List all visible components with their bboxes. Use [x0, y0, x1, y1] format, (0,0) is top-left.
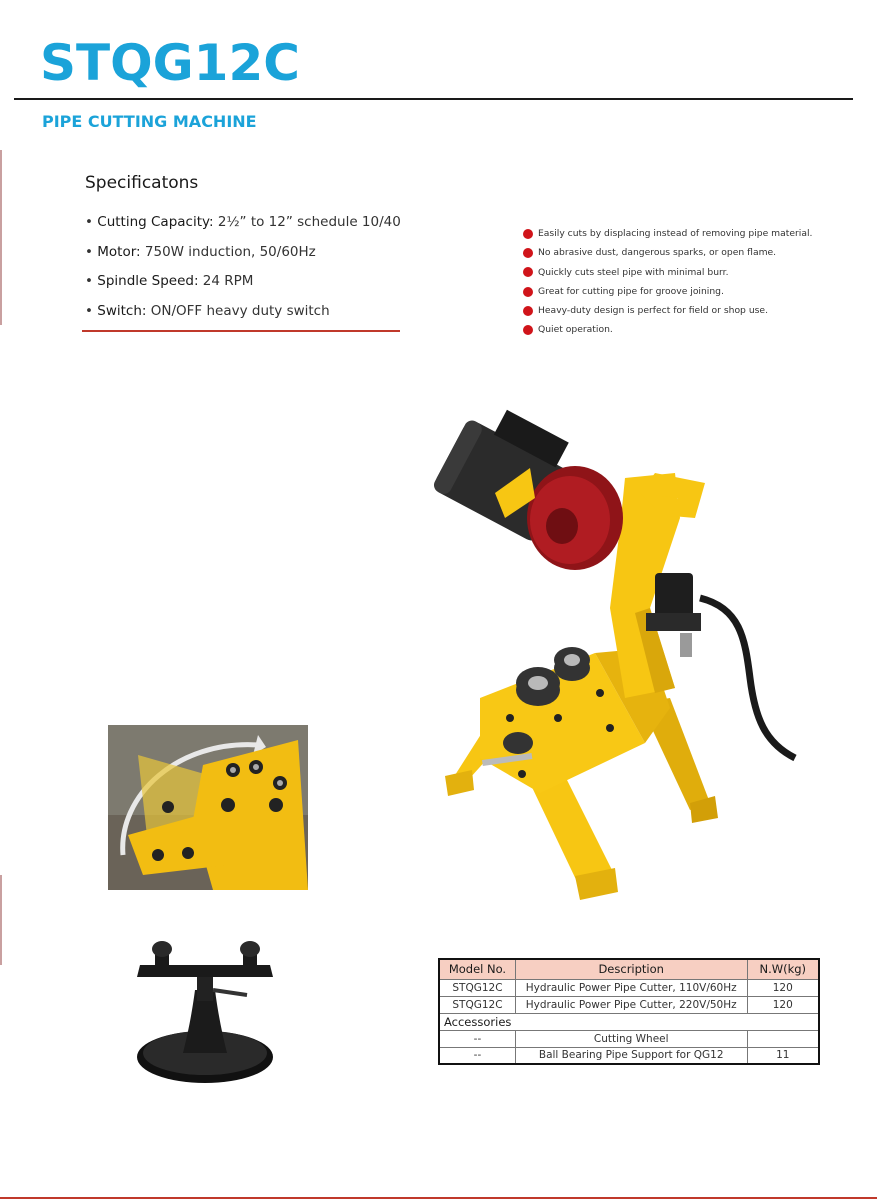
table-cell: -- [439, 1047, 515, 1064]
red-bullet-icon [523, 287, 533, 297]
table-row [439, 1047, 819, 1064]
page-edge-mark [0, 875, 2, 965]
spec-value: 750W induction, 50/60Hz [140, 243, 316, 260]
feature-item [523, 282, 812, 301]
spec-value: 2½” to 12” schedule 10/40 [213, 214, 401, 230]
specifications-list [85, 208, 401, 326]
red-bullet-icon [523, 306, 533, 316]
table-header-row [439, 959, 819, 979]
table-cell [747, 1030, 819, 1047]
table-cell: 120 [747, 996, 819, 1013]
spec-value: 24 RPM [198, 273, 254, 289]
feature-text: Quiet operation. [538, 324, 613, 336]
table-row [439, 996, 819, 1013]
table-row [439, 979, 819, 996]
table-cell: Hydraulic Power Pipe Cutter, 110V/60Hz [515, 979, 747, 996]
product-subtitle: PIPE CUTTING MACHINE [42, 112, 257, 131]
table-cell: STQG12C [439, 979, 515, 996]
feature-text: Great for cutting pipe for groove joining. [538, 285, 724, 297]
table-cell: 11 [747, 1047, 819, 1064]
spec-value: ON/OFF heavy duty switch [146, 302, 330, 319]
table-cell: STQG12C [439, 996, 515, 1013]
pipe-support-stand-image [135, 935, 275, 1085]
column-header: N.W(kg) [747, 959, 819, 979]
spec-label: Motor: [97, 243, 141, 260]
red-bullet-icon [523, 267, 533, 277]
table-cell: Hydraulic Power Pipe Cutter, 220V/50Hz [515, 996, 747, 1013]
feature-item [523, 243, 812, 262]
red-bullet-icon [523, 325, 533, 335]
spec-label: Cutting Capacity: [97, 214, 214, 230]
spec-item: • Motor: 750W induction, 50/60Hz [85, 243, 316, 260]
table-cell: Cutting Wheel [515, 1030, 747, 1047]
feature-text: Quickly cuts steel pipe with minimal burr. [538, 266, 729, 278]
feature-text: Easily cuts by displacing instead of removing pipe material. [538, 228, 813, 239]
column-header: Description [515, 959, 747, 979]
pipe-cutting-machine-image [410, 398, 810, 908]
feature-item [523, 263, 812, 282]
accessories-label: Accessories [439, 1013, 515, 1030]
specifications-divider [82, 330, 400, 332]
page-bottom-rule [0, 1197, 877, 1199]
table-cell [515, 1013, 819, 1030]
column-header: Model No. [439, 959, 515, 979]
features-list [523, 224, 812, 340]
table-cell: -- [439, 1030, 515, 1047]
red-bullet-icon [523, 248, 533, 258]
table-cell: Ball Bearing Pipe Support for QG12 [515, 1047, 747, 1064]
accessories-row [439, 1013, 819, 1030]
title-divider [14, 98, 853, 100]
feature-text: No abrasive dust, dangerous sparks, or open flame. [538, 247, 777, 259]
roller-detail-photo [108, 725, 308, 890]
red-bullet-icon [523, 229, 533, 239]
feature-item [523, 224, 812, 243]
spec-item: • Switch: ON/OFF heavy duty switch [85, 302, 330, 319]
feature-item [523, 301, 812, 320]
spec-label: Spindle Speed: [97, 273, 199, 289]
table-cell: 120 [747, 979, 819, 996]
spec-label: Switch: [97, 302, 147, 319]
feature-item [523, 320, 812, 339]
product-title: STQG12C [40, 34, 300, 92]
model-table [438, 958, 820, 1065]
page-edge-mark [0, 150, 2, 325]
spec-item: • Cutting Capacity: 2½” to 12” schedule 10/40 [85, 214, 401, 230]
specifications-heading: Specificatons [85, 173, 199, 193]
feature-text: Heavy-duty design is perfect for field or shop use. [538, 305, 768, 317]
table-row [439, 1030, 819, 1047]
spec-item: • Spindle Speed: 24 RPM [85, 273, 254, 289]
